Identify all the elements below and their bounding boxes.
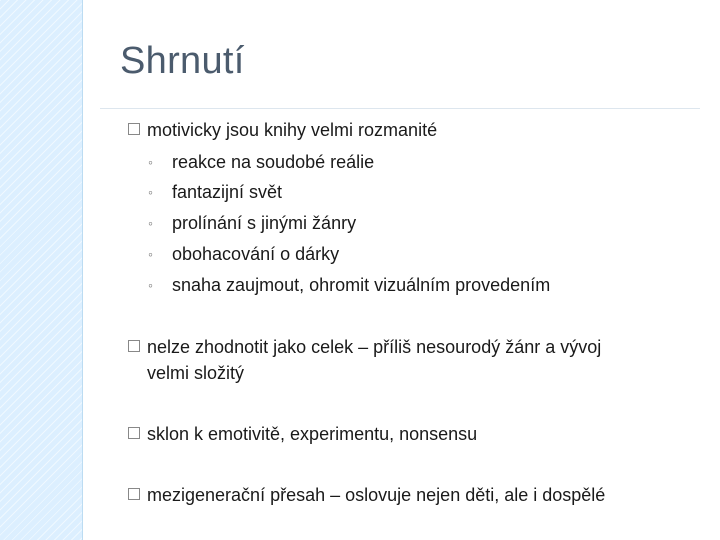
bullet-text: mezigenerační přesah – oslovuje nejen děti, ale i dospělé: [147, 485, 606, 505]
checkbox-bullet-icon: [128, 123, 140, 135]
bullet-text: sklon k emotivitě, experimentu, nonsensu: [147, 424, 478, 444]
checkbox-bullet-icon: [128, 340, 140, 352]
sub-bullet-text: prolínání s jinými žánry: [172, 213, 357, 233]
sub-bullet-text: reakce na soudobé reálie: [172, 152, 375, 172]
bullet-text: nelze zhodnotit jako celek – příliš nesourodý žánr a vývoj: [147, 337, 602, 357]
decorative-side-band: [0, 0, 82, 540]
title-rule: [100, 108, 700, 109]
checkbox-bullet-icon: [128, 427, 140, 439]
checkbox-bullet-icon: [128, 488, 140, 500]
ring-bullet-icon: ◦: [148, 154, 153, 170]
ring-bullet-icon: ◦: [148, 215, 153, 231]
sub-bullet-text: snaha zaujmout, ohromit vizuálním provedením: [172, 275, 551, 295]
slide-title: Shrnutí: [120, 40, 245, 82]
ring-bullet-icon: ◦: [148, 184, 153, 200]
sub-bullet-text: fantazijní svět: [172, 182, 283, 202]
bullet-text: motivicky jsou knihy velmi rozmanité: [147, 120, 438, 140]
bullet-text-continuation: velmi složitý: [147, 363, 245, 383]
sub-bullet-text: obohacování o dárky: [172, 244, 340, 264]
ring-bullet-icon: ◦: [148, 277, 153, 293]
side-divider: [82, 0, 83, 540]
ring-bullet-icon: ◦: [148, 246, 153, 262]
